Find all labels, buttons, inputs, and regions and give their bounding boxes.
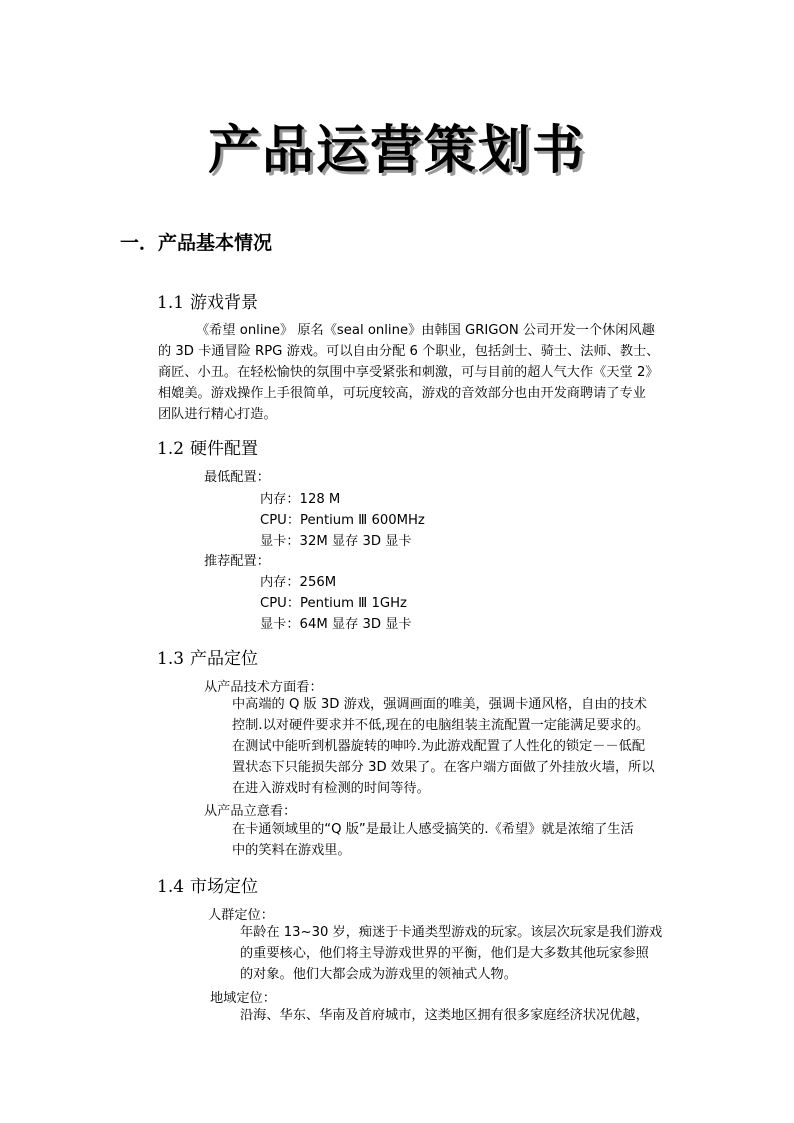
subsection-number: 1.2	[157, 439, 185, 459]
subsection-title: 产品定位	[190, 649, 258, 669]
rec-config-cpu: CPU：Pentium Ⅲ 1GHz	[260, 596, 407, 611]
paragraph-line: 年龄在 13~30 岁，痴迷于卡通类型游戏的玩家。该层次玩家是我们游戏	[240, 925, 663, 940]
paragraph-line: 商匠、小丑。在轻松愉快的氛围中享受紧张和刺激，可与目前的超人气大作《天堂 2》	[158, 365, 659, 380]
tech-aspect-label: 从产品技术方面看：	[204, 680, 323, 695]
subsection-title: 游戏背景	[190, 293, 258, 313]
min-config-label: 最低配置：	[204, 470, 270, 485]
subsection-number: 1.4	[157, 877, 185, 897]
section-heading-1: 一．产品基本情况	[120, 232, 273, 254]
paragraph-line: 置状态下只能损失部分 3D 效果了。在客户端方面做了外挂放火墙，所以	[232, 760, 655, 775]
rec-config-gpu: 显卡：64M 显存 3D 显卡	[260, 617, 412, 632]
game-background-paragraph	[158, 320, 659, 425]
paragraph-line: 沿海、华东、华南及首府城市，这类地区拥有很多家庭经济状况优越，	[240, 1008, 649, 1023]
min-config-cpu: CPU：Pentium Ⅲ 600MHz	[260, 513, 425, 528]
paragraph-line: 控制.以对硬件要求并不低,现在的电脑组装主流配置一定能满足要求的。	[232, 718, 650, 733]
subsection-number: 1.3	[157, 649, 185, 669]
subsection-number: 1.1	[157, 293, 185, 313]
subsection-heading-1-1	[157, 288, 258, 313]
idea-aspect-label: 从产品立意看：	[204, 804, 297, 819]
document-title: 产品运营策划书	[207, 120, 586, 181]
paragraph-line: 团队进行精心打造。	[158, 407, 277, 422]
paragraph-line: 的 3D 卡通冒险 RPG 游戏。可以自由分配 6 个职业，包括剑士、骑士、法师、教士、	[158, 344, 660, 359]
crowd-positioning-paragraph	[240, 922, 662, 985]
paragraph-line: 的对象。他们大都会成为游戏里的领袖式人物。	[240, 967, 517, 982]
paragraph-line: 中的笑料在游戏里。	[232, 843, 351, 858]
tech-aspect-paragraph	[232, 694, 655, 799]
min-config-memory: 内存：128 M	[260, 492, 341, 507]
subsection-title: 市场定位	[190, 877, 258, 897]
paragraph-line: 相媲美。游戏操作上手很简单，可玩度较高，游戏的音效部分也由开发商聘请了专业	[158, 386, 646, 401]
subsection-heading-1-4	[157, 872, 258, 897]
rec-config-memory: 内存：256M	[260, 575, 337, 590]
paragraph-line: 中高端的 Q 版 3D 游戏，强调画面的唯美，强调卡通风格，自由的技术	[232, 697, 647, 712]
region-positioning-paragraph	[240, 1005, 649, 1026]
rec-config-label: 推荐配置：	[204, 554, 270, 569]
paragraph-line: 在测试中能听到机器旋转的呻吟.为此游戏配置了人性化的锁定－－低配	[232, 739, 646, 754]
subsection-heading-1-3	[157, 644, 258, 669]
min-config-gpu: 显卡：32M 显存 3D 显卡	[260, 534, 412, 549]
paragraph-line: 在卡通领域里的“Q 版”是最让人感受搞笑的.《希望》就是浓缩了生活	[232, 822, 634, 837]
region-positioning-label: 地域定位：	[210, 991, 276, 1006]
subsection-title: 硬件配置	[190, 439, 258, 459]
crowd-positioning-label: 人群定位：	[208, 908, 274, 923]
paragraph-line: 《希望 online》 原名《seal online》由韩国 GRIGON 公司开发一个休闲风趣	[196, 323, 655, 338]
subsection-heading-1-2	[157, 434, 258, 459]
paragraph-line: 在进入游戏时有检测的时间等待。	[232, 781, 430, 796]
idea-aspect-paragraph	[232, 819, 634, 861]
paragraph-line: 的重要核心，他们将主导游戏世界的平衡，他们是大多数其他玩家参照	[240, 946, 649, 961]
